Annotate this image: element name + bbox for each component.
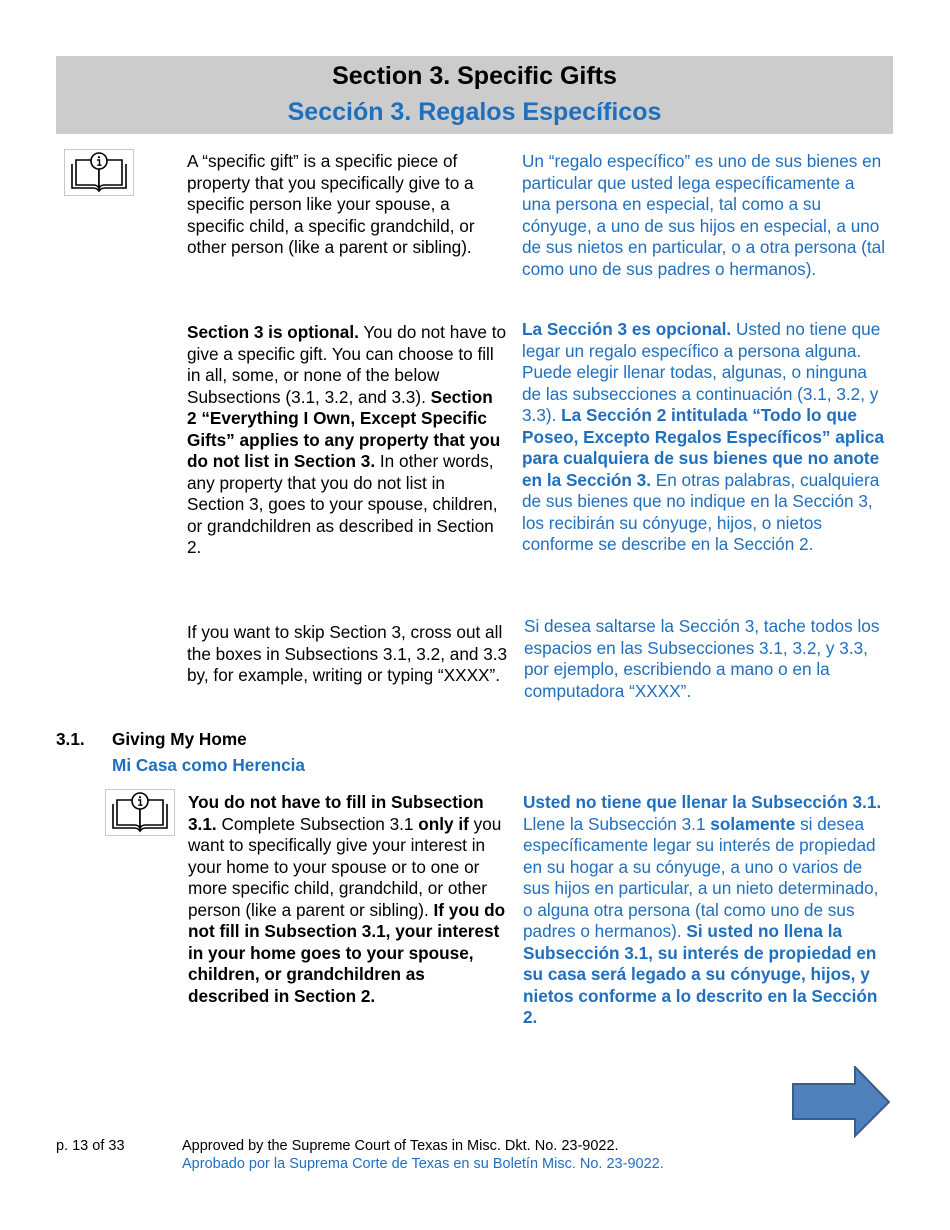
subsection-bold-2-es: solamente xyxy=(710,813,796,834)
optional-text-2-en: In other words, any property that you do not list in Section 3, goes to your spouse, children, or grandchildren as described in Section 2. xyxy=(187,451,498,557)
subsection-text-2-es: si desea específicamente legar su interés de propiedad en su hogar a su cónyuge, a uno o varios de sus hijos en particular, a un nieto determinado, o alguna otra persona (tal como uno de sus padres o hermanos). xyxy=(523,813,879,941)
right-arrow-icon[interactable] xyxy=(792,1066,892,1138)
subsection-text-en xyxy=(188,792,510,1007)
subsection-text-2-en: you want to specifically give your interest in your home to your spouse or to one or more specific child, grandchild, or other person (like a parent or sibling). xyxy=(188,813,502,920)
subsection-text-1-es: Llene la Subsección 3.1 xyxy=(523,813,711,834)
subsection-bold-1-es: Usted no tiene que llenar la Subsección 3.1. xyxy=(523,792,882,812)
optional-text-1-es: Usted no tiene que legar un regalo específico a persona alguna. Puede elegir llenar todas, algunas, o ninguna de las subsecciones a continuación (3.1, 3.2, y 3.3). xyxy=(522,319,881,425)
optional-text-1-en: You do not have to give a specific gift. You can choose to fill in all, some, or none of the below Subsections (3.1, 3.2, and 3.3). xyxy=(187,322,507,407)
skip-text-es: Si desea saltarse la Sección 3, tache todos los espacios en las Subsecciones 3.1, 3.2, y 3.3, por ejemplo, escribiendo a mano o en la computadora “XXXX”. xyxy=(524,616,880,701)
info-book-icon xyxy=(64,149,134,196)
section-header xyxy=(56,56,893,134)
subsection-bold-3-es: Si usted no llena la Subsección 3.1, su interés de propiedad en su casa será legado a su cónyuge, hijos, y nietos conforme a lo descrito en la Sección 2. xyxy=(523,921,878,1027)
section-title-en: Section 3. Specific Gifts xyxy=(332,62,617,90)
subsection-bold-2-en: only if xyxy=(418,813,469,834)
section-title-es: Sección 3. Regalos Específicos xyxy=(287,98,662,126)
info-book-icon xyxy=(105,789,175,836)
intro-text-es: Un “regalo específico” es uno de sus bienes en particular que usted lega específicamente a una persona en especial, tal como a su cónyuge, a uno de sus hijos en especial, a uno de sus nietos en particular, o a otra persona (tal como uno de sus padres o hermanos). xyxy=(522,151,886,279)
subsection-bold-1-en: You do not have to fill in Subsection 3.1. xyxy=(188,792,484,834)
optional-bold-2-es: La Sección 2 intitulada “Todo lo que Poseo, Excepto Regalos Específicos” aplica para cualquiera de sus bienes que no anote en la Sección 3. xyxy=(522,405,885,490)
optional-bold-1-es: La Sección 3 es opcional. xyxy=(522,319,732,339)
subsection-number: 3.1. xyxy=(56,729,85,749)
subsection-bold-3-en: If you do not fill in Subsection 3.1, your interest in your home goes to your spouse, children, or grandchildren as described in Section 2. xyxy=(188,899,506,1006)
subsection-title-es: Mi Casa como Herencia xyxy=(112,755,305,775)
subsection-text-es xyxy=(523,792,888,1029)
optional-bold-2-en: Section 2 “Everything I Own, Except Specific Gifts” applies to any property that you do not list in Section 3. xyxy=(187,386,501,471)
intro-text-en: A “specific gift” is a specific piece of property that you specifically give to a specific person like your spouse, a specific child, a specific grandchild, or other person (like a parent or sibling). xyxy=(187,151,475,257)
page-number: p. 13 of 33 xyxy=(56,1138,125,1154)
footer-approved-es: Aprobado por la Suprema Corte de Texas en su Boletín Misc. No. 23-9022. xyxy=(182,1156,664,1172)
optional-bold-1-en: Section 3 is optional. xyxy=(187,322,359,342)
skip-text-en: If you want to skip Section 3, cross out all the boxes in Subsections 3.1, 3.2, and 3.3 by, for example, writing or typing “XXXX”. xyxy=(187,622,508,685)
subsection-text-1-en: Complete Subsection 3.1 xyxy=(216,813,419,834)
optional-text-2-es: En otras palabras, cualquiera de sus bienes que no indique en la Sección 3, los recibirán su cónyuge, hijos, o nietos conforme se describe en la Sección 2. xyxy=(522,469,880,554)
subsection-title-en: Giving My Home xyxy=(112,729,247,749)
optional-text-es xyxy=(522,319,887,556)
footer-approved-en: Approved by the Supreme Court of Texas in Misc. Dkt. No. 23-9022. xyxy=(182,1138,619,1154)
optional-text-en xyxy=(187,322,507,559)
